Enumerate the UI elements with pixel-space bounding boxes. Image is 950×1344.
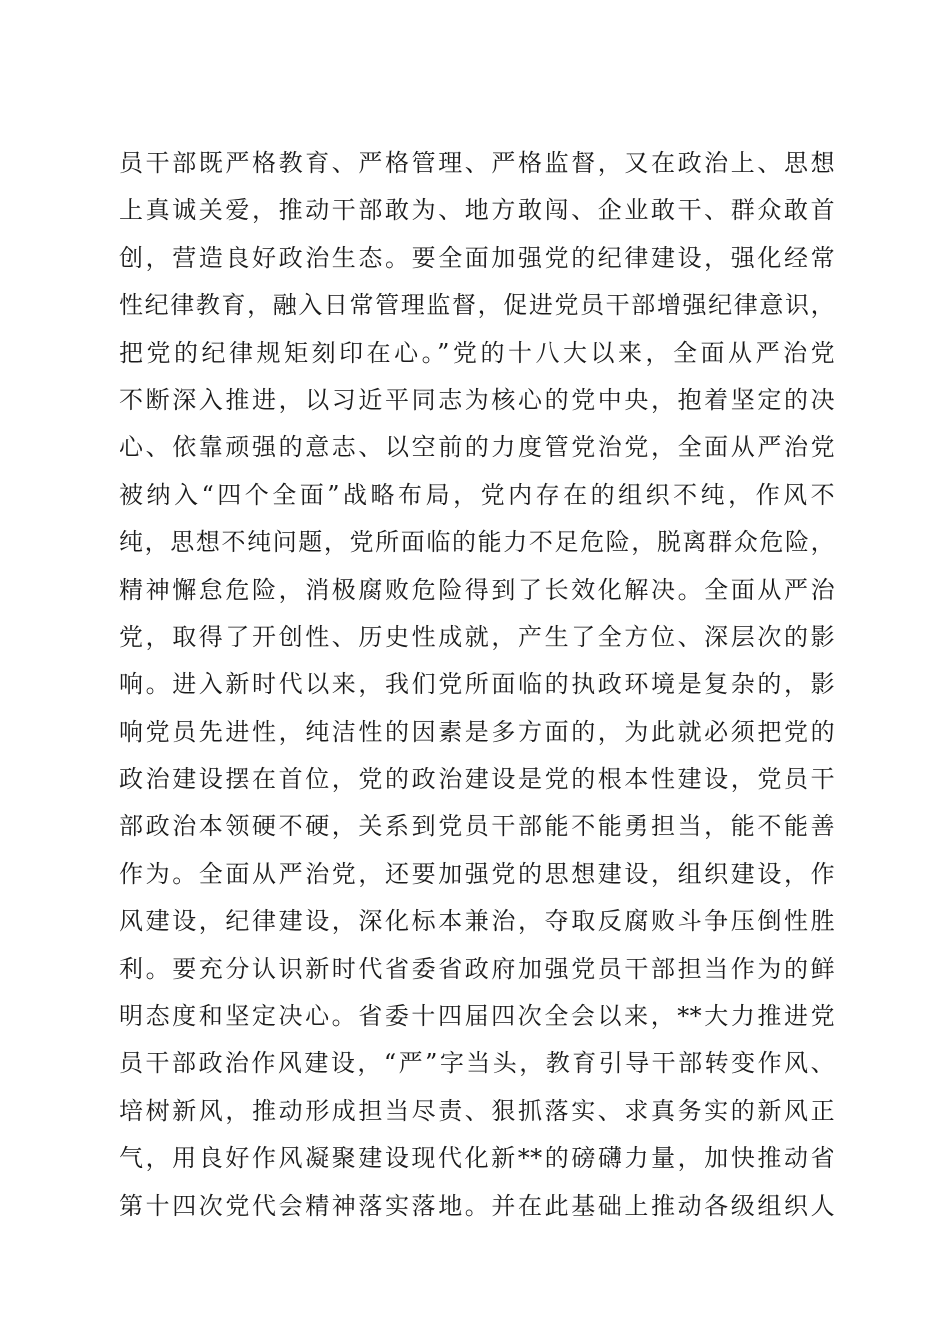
text-line: 创，营造良好政治生态。要全面加强党的纪律建设，强化经常 <box>119 243 835 272</box>
text-line: 党，取得了开创性、历史性成就，产生了全方位、深层次的影 <box>119 622 835 651</box>
text-line: 作为。全面从严治党，还要加强党的思想建设，组织建设，作 <box>119 859 835 888</box>
text-line: 性纪律教育，融入日常管理监督，促进党员干部增强纪律意识， <box>119 291 835 320</box>
text-line: 第十四次党代会精神落实落地。并在此基础上推动各级组织人 <box>119 1191 835 1220</box>
text-line: 不断深入推进，以习近平同志为核心的党中央，抱着坚定的决 <box>119 385 835 414</box>
text-line: 心、依靠顽强的意志、以空前的力度管党治党，全面从严治党 <box>119 433 835 462</box>
text-line: 把党的纪律规矩刻印在心。”党的十八大以来，全面从严治党 <box>119 338 835 367</box>
text-line: 部政治本领硬不硬，关系到党员干部能不能勇担当，能不能善 <box>119 812 835 841</box>
text-line: 纯，思想不纯问题，党所面临的能力不足危险，脱离群众危险， <box>119 528 835 557</box>
text-line: 气，用良好作风凝聚建设现代化新**的磅礴力量，加快推动省 <box>119 1144 835 1173</box>
text-line: 明态度和坚定决心。省委十四届四次全会以来，**大力推进党 <box>119 1002 835 1031</box>
text-line: 响。进入新时代以来，我们党所面临的执政环境是复杂的，影 <box>119 670 835 699</box>
text-line: 利。要充分认识新时代省委省政府加强党员干部担当作为的鲜 <box>119 954 835 983</box>
body-text <box>119 140 835 1230</box>
text-line: 风建设，纪律建设，深化标本兼治，夺取反腐败斗争压倒性胜 <box>119 907 835 936</box>
text-line: 员干部政治作风建设，“严”字当头，教育引导干部转变作风、 <box>119 1049 835 1078</box>
text-line: 被纳入“四个全面”战略布局，党内存在的组织不纯，作风不 <box>119 480 835 509</box>
text-line: 精神懈怠危险，消极腐败危险得到了长效化解决。全面从严治 <box>119 575 835 604</box>
text-line: 员干部既严格教育、严格管理、严格监督，又在政治上、思想 <box>119 149 835 177</box>
text-line: 上真诚关爱，推动干部敢为、地方敢闯、企业敢干、群众敢首 <box>119 196 835 225</box>
text-line: 培树新风，推动形成担当尽责、狠抓落实、求真务实的新风正 <box>119 1096 835 1125</box>
text-line: 响党员先进性，纯洁性的因素是多方面的，为此就必须把党的 <box>119 717 835 746</box>
text-line: 政治建设摆在首位，党的政治建设是党的根本性建设，党员干 <box>119 765 835 794</box>
